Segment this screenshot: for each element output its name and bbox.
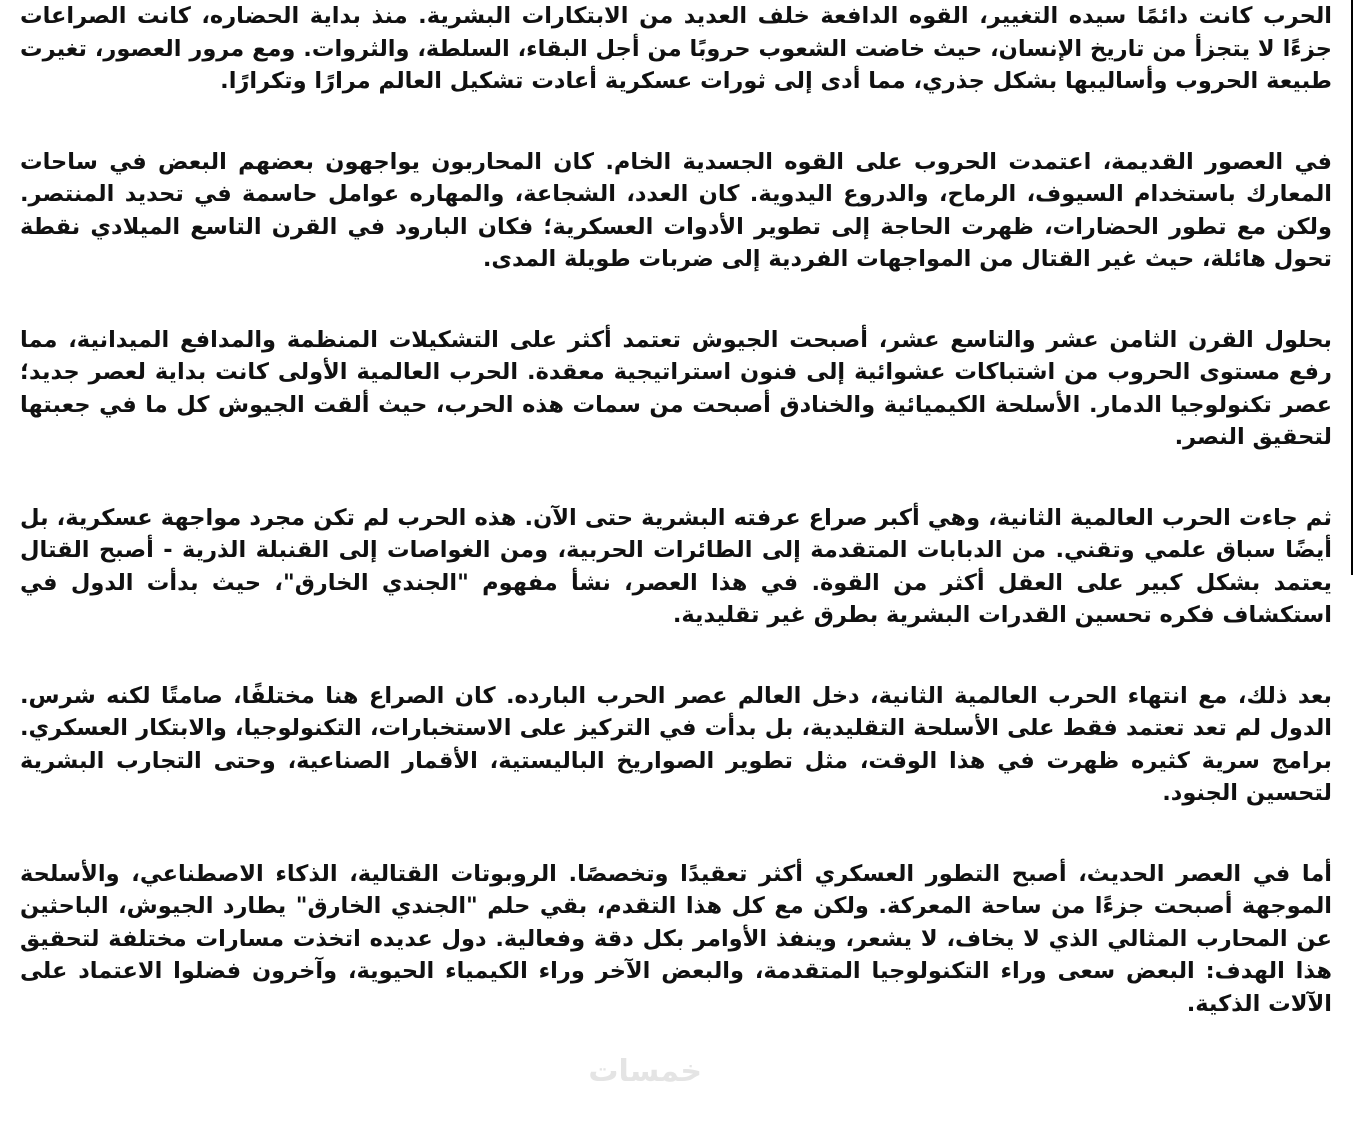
paragraph-5: بعد ذلك، مع انتهاء الحرب العالمية الثانية، دخل العالم عصر الحرب البارده. كان الصراع هنا مختلفًا، صامتًا لكنه شرس. الدول لم تعد تعتمد فقط على الأسلحة التقليدية، بل بدأت في التركيز على الاستخبارات، التكنولوجيا، والابتكار العسكري. برامج سرية كثيره ظهرت في هذا الوقت، مثل تطوير الصواريخ الباليستية، الأقمار الصناعية، وحتى التجارب البشرية لتحسين الجنود.: [20, 682, 1332, 806]
paragraph-6: أما في العصر الحديث، أصبح التطور العسكري أكثر تعقيدًا وتخصصًا. الروبوتات القتالية، الذكاء الاصطناعي، والأسلحة الموجهة أصبحت جزءًا من ساحة المعركة. ولكن مع كل هذا التقدم، بقي حلم "الجندي الخارق" يطارد الجيوش، الباحثين عن المحارب المثالي الذي لا يخاف، لا يشعر، وينفذ الأوامر بكل دقة وفعالية. دول عديده اتخذت مسارات مختلفة لتحقيق هذا الهدف: البعض سعى وراء التكنولوجيا المتقدمة، والبعض الآخر وراء الكيمياء الحيوية، وآخرون فضلوا الاعتماد على الآلات الذكية.: [20, 860, 1332, 1017]
article-body: [20, 0, 1332, 1068]
right-edge-line: [1351, 0, 1353, 575]
paragraph-2: في العصور القديمة، اعتمدت الحروب على القوه الجسدية الخام. كان المحاربون يواجهون بعضهم البعض في ساحات المعارك باستخدام السيوف، الرماح، والدروع اليدوية. كان العدد، الشجاعة، والمهاره عوامل حاسمة في تحديد المنتصر. ولكن مع تطور الحضارات، ظهرت الحاجة إلى تطوير الأدوات العسكرية؛ فكان البارود في القرن التاسع الميلادي نقطة تحول هائلة، حيث غير القتال من المواجهات الفردية إلى ضربات طويلة المدى.: [20, 148, 1332, 272]
watermark-logo: خمسات: [588, 1054, 702, 1089]
paragraph-3: بحلول القرن الثامن عشر والتاسع عشر، أصبحت الجيوش تعتمد أكثر على التشكيلات المنظمة والمدافع الميدانية، مما رفع مستوى الحروب من اشتباكات عشوائية إلى فنون استراتيجية معقدة. الحرب العالمية الأولى كانت بداية لعصر جديد؛ عصر تكنولوجيا الدمار. الأسلحة الكيميائية والخنادق أصبحت من سمات هذه الحرب، حيث ألقت الجيوش كل ما في جعبتها لتحقيق النصر.: [20, 326, 1332, 450]
paragraph-4: ثم جاءت الحرب العالمية الثانية، وهي أكبر صراع عرفته البشرية حتى الآن. هذه الحرب لم تكن مجرد مواجهة عسكرية، بل أيضًا سباق علمي وتقني. من الدبابات المتقدمة إلى الطائرات الحربية، ومن الغواصات إلى القنبلة الذرية - أصبح القتال يعتمد بشكل كبير على العقل أكثر من القوة. في هذا العصر، نشأ مفهوم "الجندي الخارق"، حيث بدأت الدول في استكشاف فكره تحسين القدرات البشرية بطرق غير تقليدية.: [20, 504, 1332, 628]
paragraph-1: الحرب كانت دائمًا سيده التغيير، القوه الدافعة خلف العديد من الابتكارات البشرية. منذ بداية الحضاره، كانت الصراعات جزءًا لا يتجزأ من تاريخ الإنسان، حيث خاضت الشعوب حروبًا من أجل البقاء، السلطة، والثروات. ومع مرور العصور، تغيرت طبيعة الحروب وأساليبها بشكل جذري، مما أدى إلى ثورات عسكرية أعادت تشكيل العالم مرارًا وتكرارًا.: [20, 3, 1332, 94]
